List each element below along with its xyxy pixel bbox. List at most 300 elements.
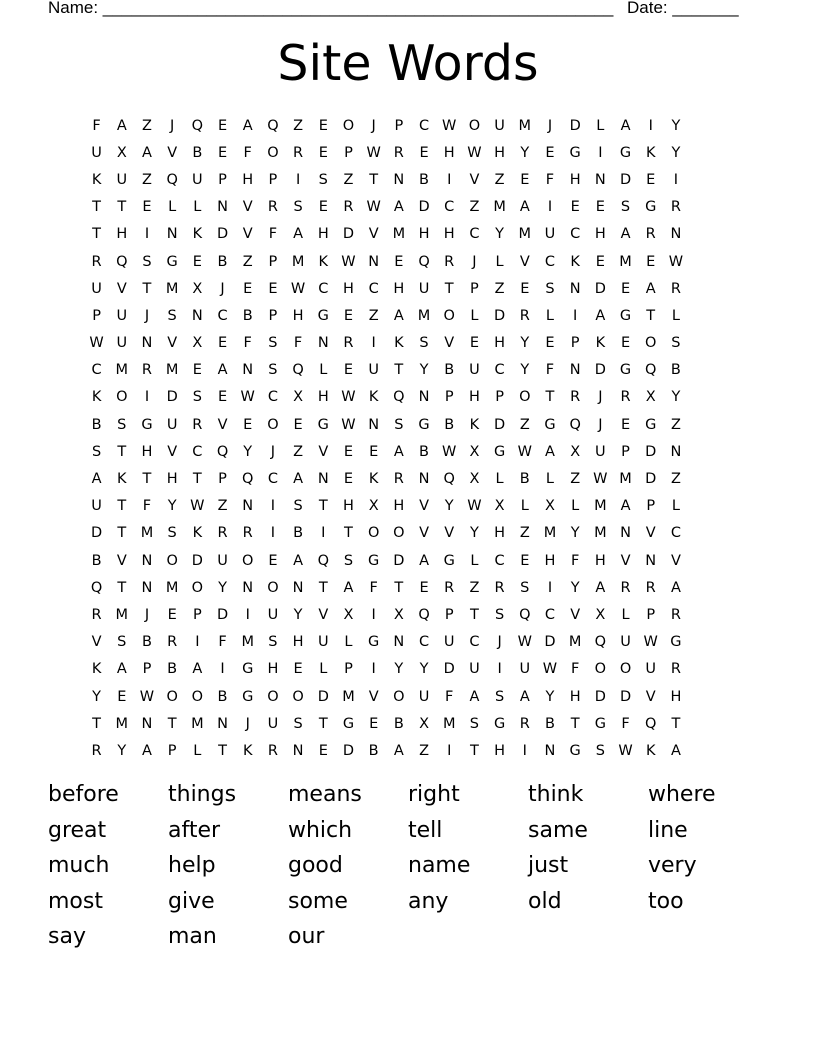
grid-cell: A — [343, 579, 354, 596]
grid-cell: M — [140, 525, 154, 542]
grid-row — [84, 411, 732, 438]
grid-cell: L — [520, 498, 529, 515]
grid-cell: W — [668, 253, 684, 270]
grid-cell: H — [317, 389, 329, 406]
grid-cell: M — [115, 715, 129, 732]
grid-cell: R — [242, 525, 253, 542]
grid-cell: E — [318, 117, 328, 134]
grid-cell: W — [366, 199, 381, 216]
grid-cell: D — [342, 226, 355, 243]
grid-cell: R — [91, 606, 102, 623]
grid-cell: O — [267, 416, 279, 433]
grid-cell: W — [139, 688, 155, 705]
grid-cell: E — [545, 144, 555, 161]
grid-cell: X — [545, 498, 555, 515]
grid-cell: E — [217, 335, 228, 352]
grid-cell: T — [117, 579, 127, 596]
grid-cell: K — [318, 253, 329, 270]
grid-cell: P — [444, 606, 454, 623]
grid-row — [84, 656, 732, 683]
grid-cell: Y — [570, 525, 580, 542]
grid-cell: A — [620, 226, 631, 243]
grid-cell: Y — [671, 117, 681, 134]
grid-cell: R — [645, 579, 656, 596]
grid-cell: U — [469, 661, 480, 678]
grid-cell: I — [220, 661, 225, 678]
grid-cell: Y — [444, 498, 454, 515]
grid-cell: G — [619, 362, 632, 379]
grid-cell: D — [569, 117, 581, 134]
grid-cell: T — [469, 606, 479, 623]
grid-cell: G — [544, 416, 556, 433]
grid-cell: L — [193, 199, 202, 216]
grid-cell: E — [343, 443, 354, 460]
word-bank-item: great — [48, 817, 107, 843]
grid-cell: U — [267, 715, 279, 732]
date-field-label: Date: _______ — [627, 0, 739, 17]
grid-cell: E — [419, 144, 429, 161]
grid-cell: L — [596, 117, 605, 134]
grid-cell: D — [594, 280, 606, 297]
grid-cell: A — [242, 117, 253, 134]
grid-cell: N — [317, 335, 329, 352]
grid-cell: E — [192, 362, 202, 379]
grid-cell: G — [141, 416, 153, 433]
grid-cell: U — [267, 606, 279, 623]
grid-cell: G — [619, 307, 632, 324]
grid-cell: S — [117, 634, 127, 651]
grid-cell: P — [344, 144, 353, 161]
grid-cell: U — [368, 362, 379, 379]
grid-row — [84, 547, 732, 574]
page-title: Site Words — [277, 35, 539, 92]
grid-cell: A — [595, 579, 606, 596]
grid-cell: A — [142, 144, 152, 161]
grid-cell: R — [267, 742, 278, 759]
grid-cell: W — [467, 144, 482, 161]
grid-cell: B — [91, 552, 102, 569]
grid-cell: P — [268, 171, 278, 188]
grid-cell: M — [619, 253, 632, 270]
grid-cell: X — [419, 715, 429, 732]
grid-cell: P — [394, 117, 404, 134]
word-bank-item: line — [648, 817, 688, 843]
word-bank-item: say — [48, 924, 86, 949]
grid-cell: W — [517, 443, 532, 460]
grid-cell: L — [193, 742, 202, 759]
grid-cell: X — [368, 498, 379, 515]
grid-row — [84, 574, 732, 601]
grid-cell: M — [619, 471, 632, 488]
grid-cell: N — [217, 199, 228, 216]
grid-cell: P — [192, 606, 202, 623]
grid-cell: E — [243, 280, 253, 297]
grid-cell: S — [620, 199, 631, 216]
grid-cell: E — [620, 416, 631, 433]
grid-cell: F — [545, 171, 555, 188]
grid-cell: S — [494, 606, 505, 623]
grid-cell: E — [394, 253, 404, 270]
grid-cell: A — [293, 552, 304, 569]
grid-cell: H — [166, 471, 178, 488]
grid-cell: G — [569, 742, 581, 759]
grid-cell: S — [268, 335, 278, 352]
grid-cell: E — [293, 661, 303, 678]
grid-cell: X — [469, 471, 480, 488]
grid-cell: P — [621, 443, 630, 460]
grid-cell: I — [547, 579, 553, 596]
grid-cell: A — [293, 471, 304, 488]
grid-cell: B — [419, 171, 429, 188]
grid-cell: D — [342, 742, 355, 759]
grid-cell: B — [217, 253, 228, 270]
grid-cell: N — [292, 579, 304, 596]
grid-cell: S — [268, 362, 278, 379]
grid-cell: B — [444, 416, 455, 433]
grid-cell: H — [116, 226, 128, 243]
grid-cell: W — [442, 443, 457, 460]
grid-cell: O — [267, 579, 279, 596]
grid-cell: E — [142, 199, 152, 216]
grid-cell: C — [318, 280, 329, 297]
grid-cell: C — [544, 606, 556, 623]
word-bank-item: things — [168, 782, 237, 807]
grid-cell: U — [116, 171, 128, 188]
name-field-label: Name: ______________________________________________________ — [48, 0, 614, 17]
grid-cell: T — [318, 498, 328, 515]
grid-cell: D — [216, 606, 229, 623]
grid-cell: O — [191, 688, 204, 705]
grid-row — [84, 194, 732, 221]
grid-cell: D — [619, 171, 632, 188]
grid-cell: S — [343, 552, 354, 569]
grid-cell: L — [671, 498, 680, 515]
grid-cell: O — [116, 389, 128, 406]
grid-cell: C — [267, 389, 278, 406]
grid-cell: E — [469, 335, 479, 352]
grid-cell: T — [117, 199, 127, 216]
grid-cell: Y — [293, 606, 303, 623]
grid-cell: G — [368, 634, 380, 651]
grid-cell: G — [368, 552, 380, 569]
grid-cell: H — [494, 144, 506, 161]
grid-cell: A — [469, 688, 480, 705]
grid-cell: I — [144, 226, 150, 243]
grid-cell: U — [544, 226, 556, 243]
grid-cell: N — [418, 389, 430, 406]
grid-cell: E — [268, 280, 278, 297]
grid-cell: P — [344, 661, 353, 678]
grid-cell: K — [192, 525, 203, 542]
grid-cell: Y — [419, 362, 429, 379]
grid-cell: G — [418, 416, 430, 433]
grid-cell: V — [167, 144, 178, 161]
grid-cell: Q — [418, 606, 430, 623]
grid-cell: S — [293, 715, 303, 732]
grid-cell: T — [142, 471, 152, 488]
grid-cell: Y — [570, 579, 580, 596]
grid-cell: D — [544, 634, 556, 651]
word-bank-item: think — [528, 782, 584, 807]
grid-cell: G — [493, 443, 506, 460]
grid-cell: X — [192, 335, 203, 352]
grid-cell: E — [217, 144, 228, 161]
grid-cell: M — [241, 634, 254, 651]
grid-cell: A — [192, 661, 203, 678]
grid-cell: Z — [494, 171, 505, 188]
grid-cell: R — [167, 634, 178, 651]
grid-cell: W — [442, 117, 457, 134]
word-bank-item: too — [648, 888, 684, 914]
grid-cell: V — [242, 199, 253, 216]
grid-cell: Q — [317, 552, 329, 569]
grid-cell: J — [144, 606, 150, 623]
grid-cell: V — [318, 606, 329, 623]
grid-cell: S — [142, 253, 152, 270]
grid-cell: E — [620, 280, 631, 297]
grid-cell: R — [267, 199, 278, 216]
grid-cell: V — [368, 226, 379, 243]
grid-cell: U — [494, 117, 505, 134]
grid-cell: S — [167, 525, 177, 542]
grid-cell: S — [318, 171, 328, 188]
grid-cell: F — [293, 335, 303, 352]
grid-cell: E — [343, 307, 354, 324]
grid-cell: R — [343, 199, 354, 216]
grid-cell: O — [342, 117, 355, 134]
grid-cell: C — [368, 280, 379, 297]
grid-cell: O — [267, 144, 279, 161]
grid-cell: T — [469, 742, 479, 759]
grid-cell: P — [470, 280, 479, 297]
grid-cell: T — [394, 362, 404, 379]
grid-cell: G — [594, 715, 606, 732]
grid-cell: J — [170, 117, 175, 134]
grid-cell: Y — [520, 335, 530, 352]
grid-cell: M — [518, 226, 532, 243]
word-bank-item: any — [408, 888, 449, 914]
grid-cell: P — [142, 661, 152, 678]
grid-cell: I — [648, 117, 653, 134]
grid-cell: F — [570, 552, 580, 569]
grid-cell: E — [117, 688, 127, 705]
grid-cell: D — [317, 688, 329, 705]
grid-cell: X — [570, 443, 581, 460]
grid-cell: S — [469, 715, 480, 732]
grid-cell: H — [317, 226, 329, 243]
grid-cell: T — [92, 715, 102, 732]
grid-cell: K — [91, 171, 102, 188]
grid-cell: E — [217, 389, 228, 406]
grid-cell: B — [141, 634, 152, 651]
grid-cell: F — [218, 634, 227, 651]
word-bank — [48, 780, 768, 958]
grid-cell: H — [141, 443, 153, 460]
grid-cell: U — [116, 335, 128, 352]
grid-cell: T — [545, 389, 555, 406]
word-bank-item: much — [48, 853, 110, 878]
grid-cell: M — [115, 362, 129, 379]
grid-cell: I — [295, 171, 301, 188]
grid-cell: U — [595, 443, 606, 460]
word-bank-item: means — [288, 782, 362, 807]
grid-cell: H — [343, 498, 354, 515]
grid-cell: S — [494, 688, 505, 705]
grid-cell: A — [595, 307, 606, 324]
grid-cell: G — [645, 199, 657, 216]
grid-cell: N — [242, 362, 254, 379]
grid-cell: J — [472, 253, 477, 270]
grid-cell: Y — [495, 226, 505, 243]
grid-cell: U — [469, 362, 480, 379]
grid-cell: W — [467, 498, 482, 515]
grid-cell: L — [571, 498, 580, 515]
grid-cell: H — [670, 688, 682, 705]
grid-cell: O — [367, 525, 380, 542]
grid-cell: N — [217, 715, 228, 732]
grid-cell: S — [293, 498, 303, 515]
grid-cell: E — [646, 253, 656, 270]
grid-cell: A — [620, 498, 631, 515]
grid-cell: R — [141, 362, 152, 379]
grid-cell: N — [141, 335, 153, 352]
grid-cell: Q — [645, 362, 657, 379]
grid-cell: N — [141, 552, 153, 569]
grid-cell: I — [673, 171, 679, 188]
grid-cell: M — [291, 253, 305, 270]
grid-cell: S — [167, 307, 177, 324]
grid-cell: Z — [242, 253, 253, 270]
grid-cell: F — [92, 117, 101, 134]
grid-cell: V — [670, 552, 681, 569]
grid-cell: A — [217, 362, 228, 379]
grid-cell: T — [318, 715, 328, 732]
grid-cell: V — [167, 443, 178, 460]
grid-cell: E — [318, 144, 328, 161]
grid-cell: B — [544, 715, 555, 732]
grid-cell: S — [268, 634, 278, 651]
grid-cell: H — [569, 688, 581, 705]
grid-cell: O — [191, 579, 204, 596]
grid-cell: C — [444, 199, 455, 216]
grid-cell: Z — [469, 199, 480, 216]
grid-cell: Y — [394, 661, 404, 678]
grid-cell: V — [645, 525, 656, 542]
grid-cell: P — [218, 471, 227, 488]
grid-cell: F — [369, 579, 378, 596]
grid-cell: B — [419, 443, 429, 460]
grid-cell: U — [91, 498, 102, 515]
grid-cell: U — [317, 634, 329, 651]
grid-cell: K — [368, 471, 379, 488]
grid-cell: V — [318, 443, 329, 460]
grid-row — [84, 520, 732, 547]
grid-cell: L — [545, 471, 555, 488]
grid-cell: H — [267, 661, 279, 678]
grid-cell: N — [594, 171, 606, 188]
grid-cell: R — [393, 144, 404, 161]
grid-cell: D — [494, 416, 506, 433]
grid-cell: T — [167, 715, 177, 732]
grid-cell: K — [242, 742, 253, 759]
grid-cell: T — [394, 579, 404, 596]
grid-cell: H — [292, 634, 304, 651]
grid-cell: U — [91, 280, 102, 297]
grid-cell: C — [670, 525, 681, 542]
grid-cell: A — [545, 443, 555, 460]
grid-cell: X — [494, 498, 505, 515]
word-bank-item: our — [288, 924, 325, 949]
grid-cell: Y — [520, 144, 530, 161]
grid-cell: N — [393, 634, 405, 651]
grid-cell: J — [547, 117, 553, 134]
grid-cell: R — [519, 307, 530, 324]
grid-row — [84, 302, 732, 329]
word-bank-item: good — [288, 853, 343, 878]
grid-cell: U — [192, 171, 203, 188]
grid-cell: X — [393, 606, 404, 623]
grid-cell: A — [91, 471, 102, 488]
grid-cell: V — [469, 171, 480, 188]
grid-row — [84, 139, 732, 166]
grid-cell: Y — [671, 389, 681, 406]
grid-cell: N — [317, 471, 329, 488]
grid-cell: R — [620, 579, 631, 596]
grid-cell: Q — [594, 634, 607, 651]
grid-cell: M — [165, 579, 179, 596]
grid-cell: E — [520, 171, 530, 188]
grid-cell: U — [116, 307, 128, 324]
grid-cell: R — [192, 416, 203, 433]
grid-cell: N — [393, 171, 405, 188]
grid-cell: R — [343, 335, 354, 352]
grid-cell: Y — [117, 742, 127, 759]
grid-cell: N — [569, 280, 581, 297]
grid-cell: E — [318, 742, 328, 759]
grid-cell: C — [544, 253, 556, 270]
grid-cell: R — [670, 661, 681, 678]
grid-cell: L — [319, 362, 328, 379]
grid-cell: E — [217, 117, 228, 134]
grid-cell: N — [544, 742, 556, 759]
grid-cell: I — [371, 335, 376, 352]
grid-cell: O — [242, 552, 254, 569]
grid-cell: D — [418, 199, 430, 216]
grid-cell: S — [419, 335, 429, 352]
grid-cell: A — [670, 579, 681, 596]
grid-cell: K — [117, 471, 127, 488]
word-bank-item: help — [168, 853, 216, 878]
grid-cell: S — [671, 335, 681, 352]
grid-cell: H — [418, 226, 430, 243]
grid-cell: W — [341, 389, 356, 406]
grid-cell: G — [569, 144, 581, 161]
grid-cell: R — [217, 525, 228, 542]
grid-cell: M — [493, 199, 506, 216]
grid-cell: Q — [393, 389, 405, 406]
grid-cell: U — [418, 688, 430, 705]
grid-cell: E — [520, 280, 530, 297]
grid-cell: C — [418, 634, 430, 651]
grid-cell: N — [166, 226, 178, 243]
grid-cell: L — [495, 471, 504, 488]
grid-cell: H — [594, 552, 606, 569]
grid-cell: Y — [545, 688, 555, 705]
grid-row — [84, 166, 732, 193]
grid-cell: W — [643, 634, 658, 651]
grid-cell: U — [418, 280, 430, 297]
grid-cell: H — [393, 280, 405, 297]
